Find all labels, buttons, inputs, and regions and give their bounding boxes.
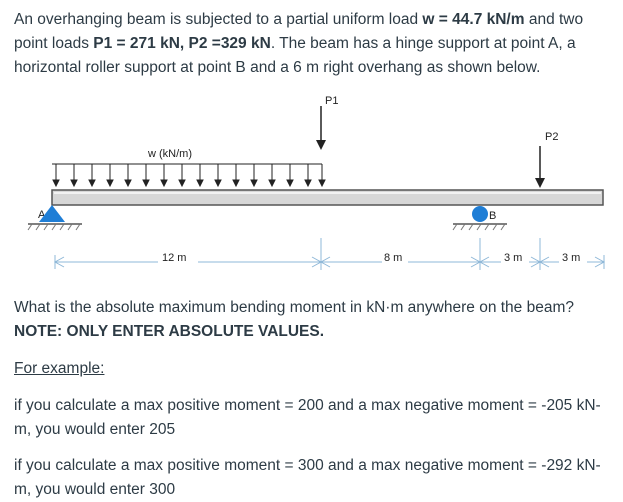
dimension-2: 8 m <box>384 252 403 264</box>
udl-label: w (kN/m) <box>148 148 192 160</box>
intro-text-3: . The beam has a hinge support at point A, a horizontal roller support at point B and a 6 m right overhang as shown below. <box>14 35 576 76</box>
support-b-roller <box>472 206 488 222</box>
p1-arrowhead <box>316 140 326 150</box>
question-text: What is the absolute maximum bending moment in kN·m anywhere on the beam? <box>14 299 574 316</box>
example-1: if you calculate a max positive moment = 200 and a max negative moment = -205 kN-m, you would enter 205 <box>14 397 601 438</box>
point-load-values: P1 = 271 kN, P2 =329 kN <box>93 35 271 52</box>
beam-diagram <box>0 90 623 280</box>
dimension-3: 3 m <box>504 252 523 264</box>
dimension-1: 12 m <box>162 252 187 264</box>
problem-statement <box>14 8 615 80</box>
dimension-4: 3 m <box>562 252 581 264</box>
intro-text-2: and two point loads <box>14 11 584 52</box>
example-2: if you calculate a max positive moment = 300 and a max negative moment = -292 kN-m, you would enter 300 <box>14 457 601 498</box>
support-b-hatch <box>453 224 505 230</box>
example-heading: For example: <box>14 360 105 377</box>
note-text: NOTE: ONLY ENTER ABSOLUTE VALUES. <box>14 323 325 340</box>
support-a-label: A <box>38 209 46 221</box>
support-b-label: B <box>489 210 497 222</box>
udl-arrows <box>53 164 325 186</box>
udl-value: w = 44.7 kN/m <box>422 11 525 28</box>
support-a-hatch <box>28 224 80 230</box>
p2-arrowhead <box>535 178 545 188</box>
p1-label: P1 <box>325 95 339 107</box>
intro-text-1: An overhanging beam is subjected to a partial uniform load <box>14 11 423 28</box>
p2-label: P2 <box>545 131 559 143</box>
